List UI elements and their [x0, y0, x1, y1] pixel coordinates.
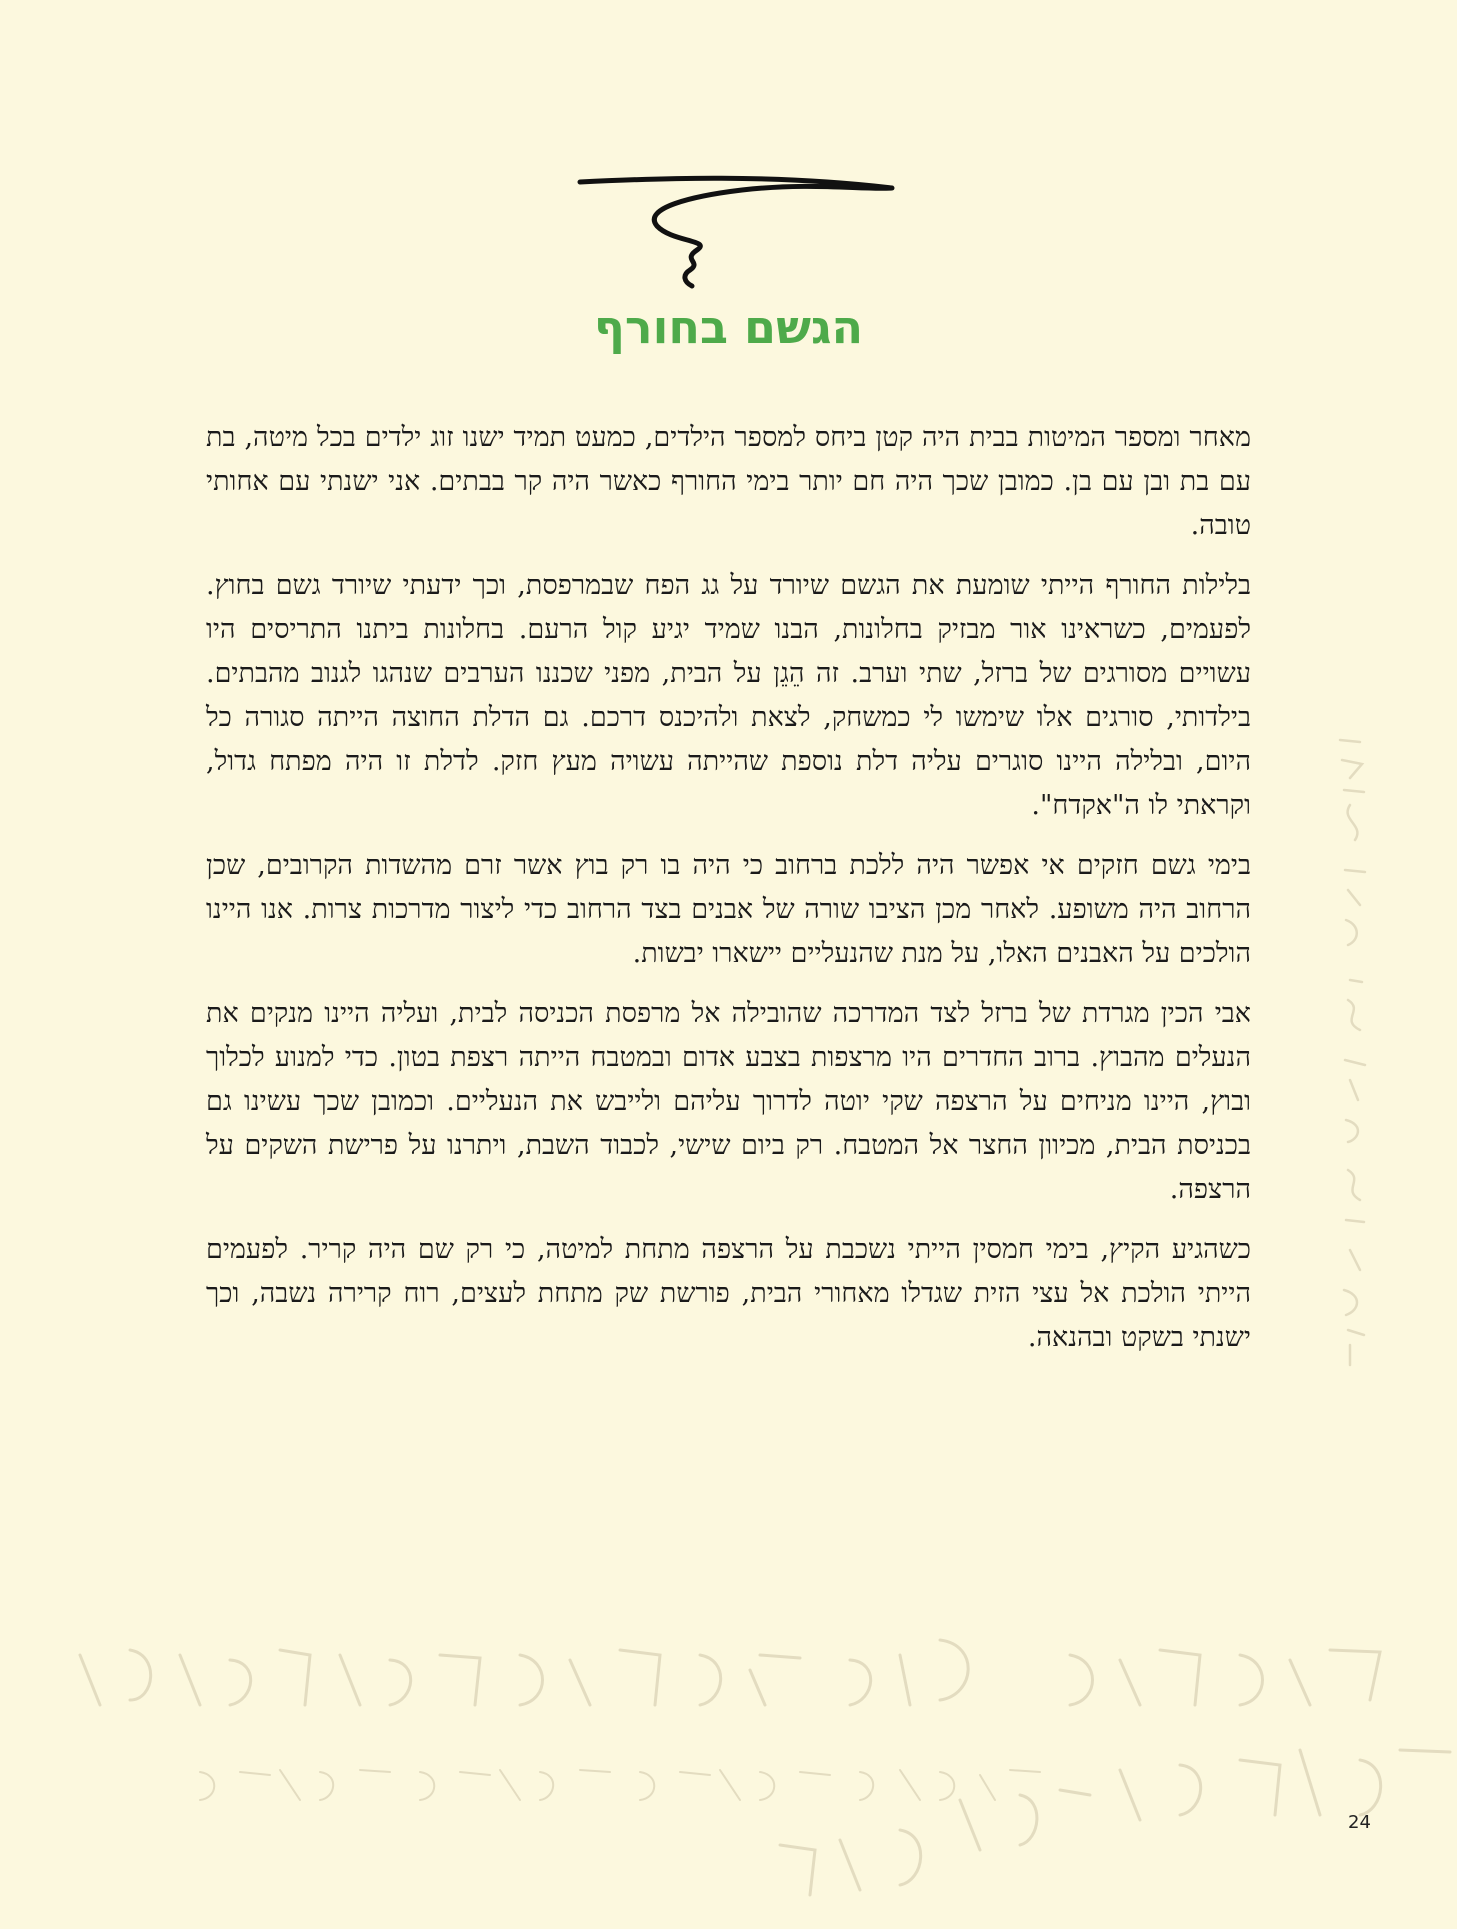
handwriting-watermark-side: [1320, 730, 1380, 1370]
squiggle-ornament: [572, 170, 902, 300]
paragraph: בימי גשם חזקים אי אפשר היה ללכת ברחוב כי היה בו רק בוץ אשר זרם מהשדות הקרובים, שכן הרחוב היה משופע. לאחר מכן הציבו שורה של אבנים בצד הרחוב כדי ליצור מדרכות צרות. אנו היינו הולכים על האבנים האלו, על מנת שהנעליים יישארו יבשות.: [206, 850, 1251, 969]
page-title: הגשם בחורף: [593, 300, 864, 354]
paragraph: כשהגיע הקיץ, בימי חמסין הייתי נשכבת על הרצפה מתחת למיטה, כי רק שם היה קריר. לפעמים הייתי הולכת אל עצי הזית שגדלו מאחורי הבית, פורשת שק מתחת לעצים, רוח קרירה נשבה, וכך ישנתי בשקט ובהנאה.: [206, 1234, 1251, 1353]
paragraph: מאחר ומספר המיטות בבית היה קטן ביחס למספר הילדים, כמעט תמיד ישנו זוג ילדים בכל מיטה, בת עם בת ובן עם בן. כמובן שכך היה חם יותר בימי החורף כאשר היה קר בבתים. אני ישנתי עם אחותי טובה.: [206, 422, 1251, 541]
handwriting-watermark-bottom: [60, 1600, 1457, 1929]
body-text: [206, 416, 1251, 1376]
paragraph: בלילות החורף הייתי שומעת את הגשם שיורד על גג הפח שבמרפסת, וכך ידעתי שיורד גשם בחוץ. לפעמים, כשראינו אור מבזיק בחלונות, הבנו שמיד יגיע קול הרעם. בחלונות ביתנו התריסים היו עשויים מסורגים של ברזל, שתי וערב. זה הֵגֵן על הבית, מפני שכננו הערבים שנהגו לגנוב מהבתים. בילדותי, סורגים אלו שימשו לי כמשחק, לצאת ולהיכנס דרכם. גם הדלת החוצה הייתה סגורה כל היום, ובלילה היינו סוגרים עליה דלת נוספת שהייתה עשויה מעץ חזק. לדלת זו היה מפתח גדול, וקראתי לו ה"אקדח".: [206, 570, 1251, 821]
page-number: 24: [1348, 1812, 1371, 1833]
paragraph: אבי הכין מגרדת של ברזל לצד המדרכה שהובילה אל מרפסת הכניסה לבית, ועליה היינו מנקים את הנעלים מהבוץ. ברוב החדרים היו מרצפות בצבע אדום ובמטבח הייתה רצפת בטון. כדי למנוע לכלוך ובוץ, היינו מניחים על הרצפה שקי יוטה לדרוך עליהם ולייבש את הנעליים. וכמובן שכך עשינו גם בכניסת הבית, מכיוון החצר אל המטבח. רק ביום שישי, לכבוד השבת, ויתרנו על פרישת השקים על הרצפה.: [206, 998, 1251, 1205]
